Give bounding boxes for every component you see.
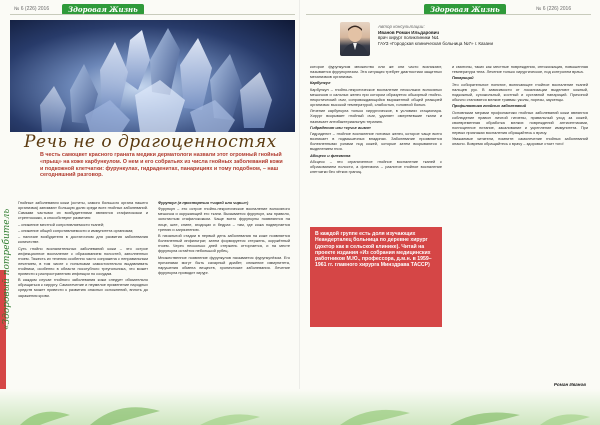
paragraph: Суть гнойно воспалительных заболеваний кожи – это острое инфекционное воспаление с образованием полостей, заполненных гноем. Тяжесть их течения особенно часто сопряжена с неправильным лечением, в том числе с попытками самостоятельно выдавливать гнойники, особенно в области носогубного треугольника, что может привести к распространению инфекции по сосудам. — [18, 245, 148, 276]
issue-number: № 6 (226) 2016 — [536, 6, 572, 12]
right-column-2 — [452, 64, 588, 148]
paragraph: Основными мерами профилактики гнойных заболеваний кожи являются соблюдение правил личной гигиены, правильный уход за кожей, своевременная обработка мелких повреждений антисептиками, полноценное питание, закаливание и укрепление иммунитета. При первых признаках воспаления обращайтесь к врачу. — [452, 109, 588, 135]
paragraph: Лечение карбункула только хирургическое, в условиях стационара. Хирург вскрывает гнойный очаг, удаляет омертвевшие ткани и назначает антибактериальную терапию. — [310, 108, 442, 124]
section-heading: Карбункул — [310, 80, 331, 86]
author-label: Автор консультации: — [378, 24, 425, 29]
section-heading: Гидраденит или «сучье вымя» — [310, 124, 371, 130]
header-rule — [10, 14, 295, 15]
header-rule — [306, 14, 591, 15]
rubric-label: Здоровая Жизнь — [424, 4, 506, 15]
paragraph: Это собирательное понятие, включающее гнойное воспаление тканей пальцев рук. В зависимости от локализации выделяют кожный, подкожный, сухожильный, костный и суставной панариций. Причиной обычно становятся мелкие травмы: уколы, порезы, заусенцы. — [452, 81, 588, 102]
author-workplace: ГАУЗ «Городская клиническая больница №7» г. Казани — [378, 40, 493, 46]
section-heading: Абсцесс и флегмона — [310, 152, 351, 158]
paragraph: и смятины, таких как местные повреждения, интоксикация, повышенная температура тела. Лечение только хирургическое, под контролем врача. — [452, 64, 588, 75]
paragraph: Гнойные заболевания кожи (оститы, самого большого органа нашего организма) занимают большую долю среди всех гнойных заболеваний. Самыми частыми их возбудителями являются стафилококки и стрептококки, а способствуют развитию: — [18, 200, 148, 221]
paragraph: Множественное появление фурункулов называется фурункулёзом. Его причинами могут быть сахарный диабет, снижение иммунитета, нарушения обмена веществ, хронические заболевания. Лечение фурункула проводит хирург. — [158, 254, 290, 275]
decorative-bottom-band — [0, 389, 600, 425]
paragraph: – наличие возбудителя в достаточном для развития заболевания количестве. — [18, 234, 148, 245]
right-page — [300, 0, 600, 425]
vertical-section-title — [2, 180, 14, 330]
left-column-2 — [158, 200, 290, 276]
section-heading: Профилактика гнойных заболеваний — [452, 103, 527, 109]
author-photo — [340, 22, 370, 56]
paragraph: Карбункул – гнойно-некротическое воспаление нескольких волосяных мешочков и сальных желез при котором образуется обширный гнойно-некротический очаг, сопровождающийся выраженной общей реакцией организма: высокой температурой, слабостью, головной болью. — [310, 86, 442, 108]
section-heading: Фурункул (в просторечии «чирей или чирьи») — [158, 200, 249, 205]
paragraph: Гидраденит – гнойное воспаление потовых желез, которое чаще всего возникает в подмышечных впадинах. Заболевание проявляется болезненными узлами под кожей, которые затем вскрываются с выделением гноя. — [310, 131, 442, 152]
paragraph: В начальной стадии в первый день заболевания на коже появляется болезненный инфильтрат, затем формируется стержень, окружённый гноем. Через несколько дней стержень отторгается, и на месте фурункула остаётся небольшой рубец. — [158, 232, 290, 254]
author-info — [378, 24, 528, 46]
crystal-photo — [10, 20, 295, 132]
article-title: Речь не о драгоценностях — [24, 132, 277, 152]
author-name: Иванов Роман Ильдарович — [378, 29, 440, 35]
paragraph: Фурункул – это острое гнойно-некротическое воспаление волосяного мешочка и окружающей его ткани. Вызывается фурункул, как правило, золотистым стафилококком. Чаще всего фурункулы появляются на лице, шее, спине, ягодицах и бедрах – там, где кожа подвергается трению и загрязнению. — [158, 206, 290, 232]
paragraph: Абсцесс – это ограниченное гнойное воспаление тканей с образованием полости, а флегмона – разлитое гнойное воспаление клетчатки без чётких границ. — [310, 158, 442, 175]
paragraph: – снижение местной сопротивляемости тканей; — [18, 221, 105, 227]
paragraph: – снижение общей сопротивляемости и иммунитета организма; — [18, 227, 134, 233]
issue-number: № 6 (226) 2016 — [14, 6, 50, 12]
right-column-1 — [310, 64, 442, 175]
vertical-section-label: «Здоровый потребитель — [2, 208, 12, 330]
rubric-label: Здоровая Жизнь — [62, 4, 144, 15]
crystal-illustration — [10, 20, 295, 132]
section-heading: Панариций — [452, 75, 474, 81]
paragraph: которое фурункулом множество или же они часто возникают, называется фурункулезом. Эта ситуация требует диагностики защитных механизмов организма. — [310, 64, 442, 80]
article-lead: В честь самоцвет красного граната медики дерматологи назвали этот огромный гнойный «прыщ» на коже карбункулом. О нем и его собратьях из числа гнойных заболеваний кожи и подкожной клетчатки: фурункулах, гидраденитах, панарициях и тому подобном, – наш сегодняшний разговор. — [40, 152, 283, 179]
author-position: врач хирург поликлиники №1 — [378, 35, 439, 41]
paragraph: В каждом случае гнойного заболевания кожи следует обязательно обращаться к хирургу. Самолечение и неумелое применение народных средств может привести к развитию опасных осложнений, вплоть до заражения крови. — [18, 277, 148, 298]
portrait-illustration — [340, 22, 370, 56]
leaf-decoration — [0, 389, 600, 425]
author-signature: Роман Иванов — [553, 382, 586, 387]
paragraph: Уважаемые читатели, помните: самолечение гнойных заболеваний опасно. Вовремя обращайтесь к врачу – здоровье стоит того! — [452, 136, 588, 147]
left-column-1 — [18, 200, 148, 299]
callout-box: В каждой группе есть доля изучающих Неандерталец больница по деревне хирург (доктор как в сельской клинике). Читай на проекте издания «Из собрания медицинских работников М.Ю., профессора, д.м.н. в 1959–1961 гг. главного хирурга Минздрава ТАССР) — [310, 227, 442, 327]
